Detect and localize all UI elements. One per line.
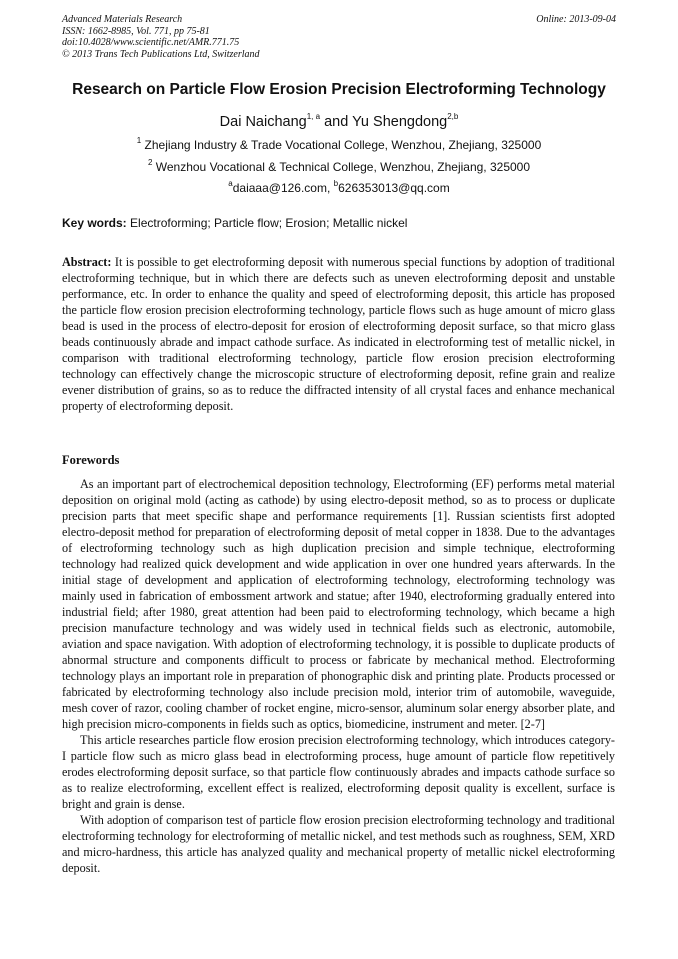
author-superscript: 1, a (306, 112, 321, 122)
affiliation-1 (40, 138, 638, 153)
author-line (40, 113, 638, 131)
author-superscript: 2,b (447, 112, 459, 122)
paragraph: With adoption of comparison test of particle flow erosion precision electroforming technology and traditional electroforming technology for electroforming of metallic nickel, and test methods such as roughness, SEM, XRD and micro-hardness, this article has analyzed quality and mechanical property of metallic nickel electroforming deposit. (62, 813, 615, 875)
abstract (62, 254, 615, 414)
issn-line: ISSN: 1662-8985, Vol. 771, pp 75-81 (62, 25, 210, 37)
keywords-label: Key words: (62, 216, 127, 230)
author-name: Yu Shengdong (352, 114, 448, 130)
abstract-text: It is possible to get electroforming deposit with numerous special functions by adoption of traditional electroforming technique, but in which there are defects such as uneven electroforming deposit and unstable performance, etc. In order to enhance the quality and speed of electroforming deposit, this article has proposed the particle flow erosion precision electroforming technology, particle flows such as huge amount of micro glass bead is used in the process of electro-deposit for erosion of electroforming deposit surface, so that micro glass beads continuously abrade and impact cathode surface. As indicated in electroforming test of metallic nickel, in comparison with traditional electroforming technology, particle flow erosion precision electroforming technology can effectively change the microscopic structure of electroforming deposit, refine grain and realize evener distribution of grains, so as to reduce the diffracted intensity of all crystal faces and enhance mechanical property of electroforming deposit. (62, 255, 615, 413)
email-link[interactable]: 626353013@qq.com (338, 181, 450, 195)
author-conjunction: and (320, 114, 353, 130)
forewords-body (62, 476, 615, 876)
keywords-text: Electroforming; Particle flow; Erosion; Metallic nickel (126, 216, 408, 230)
author-emails (40, 181, 638, 196)
affiliation-text: Wenzhou Vocational & Technical College, Wenzhou, Zhejiang, 325000 (152, 160, 531, 174)
affiliation-text: Zhejiang Industry & Trade Vocational College, Wenzhou, Zhejiang, 325000 (141, 138, 542, 152)
copyright-line: © 2013 Trans Tech Publications Ltd, Switzerland (62, 48, 260, 60)
affiliation-superscript: 2 (147, 158, 153, 167)
affiliation-2 (40, 160, 638, 175)
email-link[interactable]: daiaaa@126.com, (232, 181, 334, 195)
journal-header (62, 14, 618, 60)
keywords (62, 216, 618, 231)
affiliation-superscript: 1 (136, 136, 142, 145)
paragraph: This article researches particle flow erosion precision electroforming technology, which introduces category-I particle flow such as micro glass bead in electroforming process, huge amount of particle flow repetitively erodes electroforming deposit surface, so that particle flow continuously abrades and impacts cathode surface so as to realize electroforming, excellent effect is realized, electroforming deposit quality is excellent, surface is bright and grain is dense. (62, 733, 615, 811)
email-superscript: b (333, 179, 339, 188)
journal-name: Advanced Materials Research (62, 14, 183, 25)
doi-line: doi:10.4028/www.scientific.net/AMR.771.75 (62, 37, 240, 48)
online-date: Online: 2013-09-04 (536, 14, 616, 25)
paper-title: Research on Particle Flow Erosion Precision Electroforming Technology (72, 81, 606, 98)
section-heading-forewords: Forewords (62, 453, 120, 467)
abstract-label: Abstract: (62, 255, 112, 269)
email-superscript: a (228, 179, 233, 188)
author-name: Dai Naichang (219, 114, 307, 130)
paragraph: As an important part of electrochemical deposition technology, Electroforming (EF) performs metal material deposition on original mold (acting as cathode) by using electro-deposit method, so as to process or duplicate precision parts that meet specific shape and performance requirements [1]. Russian scientists first adopted electro-deposit method for preparation of electroforming deposit of metal copper in 1838. Due to the advantages of electroforming technology such as high duplication precision and simple technique, electroforming technology had realized quick development and wide application in over one hundred years afterwards. In the initial stage of development and application of electroforming technology, electroforming technology was mainly used in fabrication of embossment artwork and statue; after 1940, electroforming gradually entered into industrial field; after 1980, great attention had been paid to electroforming technology, which became a high precision manufacture technology and was widely used in technical fields such as electronic, automobile, aviation and space navigation. With adoption of electroforming technology, it is possible to duplicate products of abnormal structure and components difficult to process or fabricate by mechanical method. Electroforming technology plays an important role in preparation of phonographic disk and printing plate. Products processed or fabricated by electroforming technology also include precision mold, interior trim of automobile, waveguide, mesh cover of razor, cooling chamber of rocket engine, micro-sensor, aluminum solar energy absorber plate, and high precision micro-components in fields such as optics, biomedicine, instrument and meter. [2-7] (62, 477, 615, 731)
